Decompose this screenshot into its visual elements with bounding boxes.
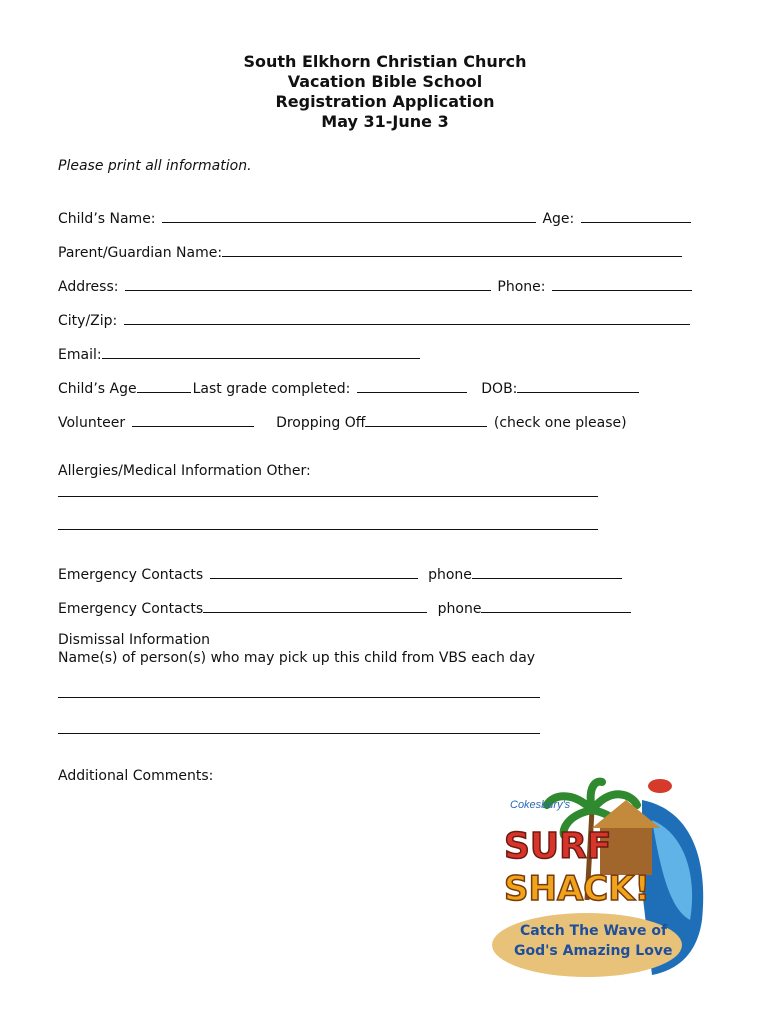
dismissal-title: Dismissal Information: [58, 632, 211, 648]
emergency-contact-field-1[interactable]: [210, 564, 418, 579]
form-header: [0, 52, 770, 132]
dismissal-line-2[interactable]: [58, 733, 540, 734]
dob-field[interactable]: [517, 378, 639, 393]
last-grade-label: Last grade completed:: [192, 381, 351, 397]
child-age-field[interactable]: [137, 378, 191, 393]
city-zip-field[interactable]: [124, 310, 690, 325]
emergency-contact-field-2[interactable]: [203, 598, 427, 613]
allergies-line-2[interactable]: [58, 529, 598, 530]
emergency-phone-label-2: phone: [437, 601, 482, 617]
emergency-contact-row-1: [58, 564, 624, 583]
age-field[interactable]: [581, 208, 691, 223]
age-grade-row: [58, 378, 641, 397]
emergency-phone-field-1[interactable]: [472, 564, 622, 579]
address-field[interactable]: [125, 276, 491, 291]
parent-name-label: Parent/Guardian Name:: [58, 245, 223, 261]
surf-shack-logo: [492, 770, 708, 980]
check-one-note: (check one please): [493, 415, 627, 431]
address-row: [58, 276, 694, 295]
emergency-contact-label-1: Emergency Contacts: [58, 567, 204, 583]
emergency-phone-field-2[interactable]: [481, 598, 631, 613]
age-label: Age:: [542, 211, 575, 227]
dismissal-line-1[interactable]: [58, 697, 540, 698]
crab-icon: [648, 779, 672, 793]
emergency-phone-label-1: phone: [428, 567, 472, 583]
program-name: Vacation Bible School: [287, 72, 483, 91]
dob-label: DOB:: [481, 381, 518, 397]
parent-name-field[interactable]: [222, 242, 682, 257]
dropping-off-checkbox-field[interactable]: [365, 412, 487, 427]
additional-comments-label: Additional Comments:: [58, 768, 214, 784]
logo-title-top: SURF: [504, 826, 612, 867]
address-label: Address:: [58, 279, 119, 295]
logo-brand-text: Cokesbury's: [510, 799, 571, 811]
form-title: Registration Application: [275, 92, 495, 111]
emergency-contact-row-2: [58, 598, 633, 617]
event-dates: May 31-June 3: [321, 112, 449, 131]
allergies-label: Allergies/Medical Information Other:: [58, 463, 311, 479]
child-name-field[interactable]: [162, 208, 536, 223]
child-name-label: Child’s Name:: [58, 211, 156, 227]
volunteer-label: Volunteer: [58, 415, 126, 431]
email-label: Email:: [58, 347, 102, 363]
city-zip-label: City/Zip:: [58, 313, 118, 329]
church-name: South Elkhorn Christian Church: [243, 52, 527, 71]
email-row: [58, 344, 422, 363]
logo-tagline-2: God's Amazing Love: [514, 943, 673, 959]
email-field[interactable]: [102, 344, 420, 359]
parent-name-row: [58, 242, 684, 261]
child-age-label: Child’s Age: [58, 381, 137, 397]
last-grade-field[interactable]: [357, 378, 467, 393]
logo-title-bottom: SHACK!: [504, 869, 651, 909]
phone-field[interactable]: [552, 276, 692, 291]
instructions-text: Please print all information.: [58, 158, 252, 174]
volunteer-checkbox-field[interactable]: [132, 412, 254, 427]
dropping-off-label: Dropping Off: [276, 415, 366, 431]
logo-tagline-1: Catch The Wave of: [520, 923, 668, 939]
allergies-line-1[interactable]: [58, 496, 598, 497]
city-zip-row: [58, 310, 692, 329]
dismissal-description: Name(s) of person(s) who may pick up this child from VBS each day: [58, 650, 536, 666]
volunteer-row: [58, 412, 627, 431]
child-name-row: [58, 208, 693, 227]
emergency-contact-label-2: Emergency Contacts: [58, 601, 204, 617]
phone-label: Phone:: [497, 279, 546, 295]
